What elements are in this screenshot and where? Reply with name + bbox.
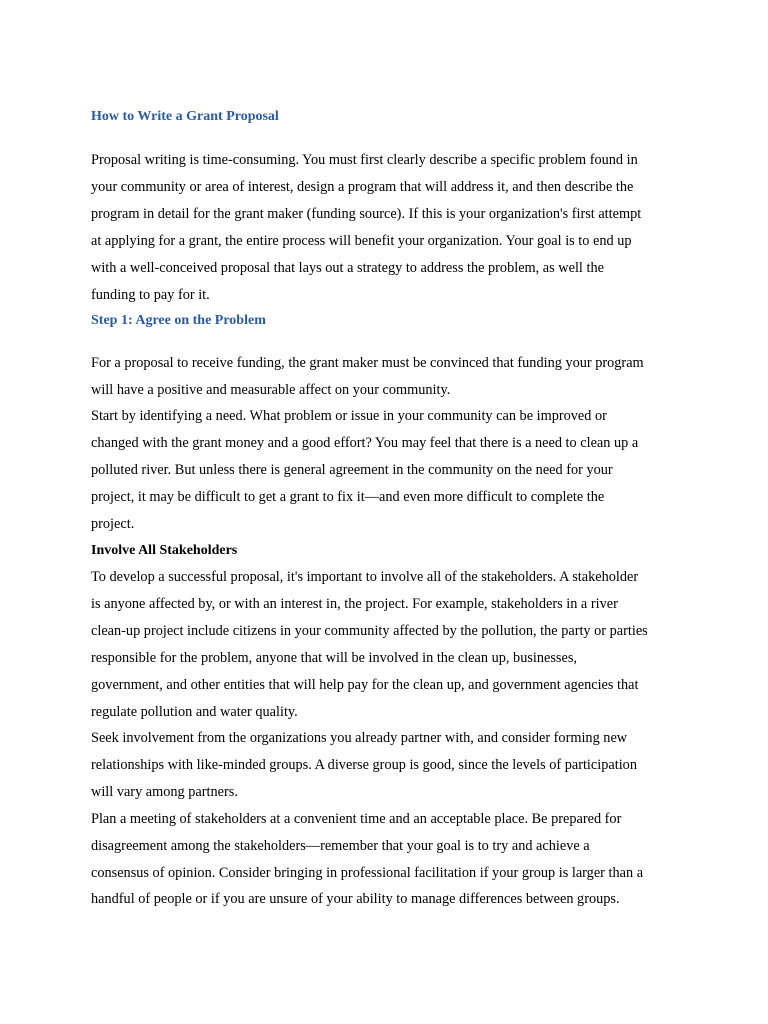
stakeholders-line: consensus of opinion. Consider bringing in professional facilitation if your group is larger than a — [91, 865, 644, 881]
intro-line: funding to pay for it. — [91, 287, 210, 303]
document-title: How to Write a Grant Proposal — [91, 109, 279, 124]
step1-line: Start by identifying a need. What problem or issue in your community can be improved or — [91, 408, 607, 424]
step1-line: changed with the grant money and a good effort? You may feel that there is a need to clean up a — [91, 435, 639, 451]
stakeholders-heading: Involve All Stakeholders — [91, 543, 238, 558]
stakeholders-line: To develop a successful proposal, it's important to involve all of the stakeholders. A stakeholder — [91, 569, 639, 585]
stakeholders-line: will vary among partners. — [91, 784, 238, 800]
stakeholders-line: is anyone affected by, or with an interest in, the project. For example, stakeholders in a river — [91, 596, 618, 612]
intro-line: program in detail for the grant maker (funding source). If this is your organization's first attempt — [91, 206, 642, 222]
stakeholders-line: handful of people or if you are unsure of your ability to manage differences between groups. — [91, 891, 620, 907]
intro-line: with a well-conceived proposal that lays out a strategy to address the problem, as well the — [91, 260, 604, 276]
step1-line: project. — [91, 516, 135, 532]
stakeholders-line: relationships with like-minded groups. A diverse group is good, since the levels of participation — [91, 757, 637, 773]
intro-line: Proposal writing is time-consuming. You must first clearly describe a specific problem found in — [91, 152, 638, 168]
stakeholders-line: clean-up project include citizens in your community affected by the pollution, the party or parties — [91, 623, 648, 639]
step1-line: For a proposal to receive funding, the grant maker must be convinced that funding your program — [91, 355, 644, 371]
stakeholders-line: government, and other entities that will help pay for the clean up, and government agencies that — [91, 677, 639, 693]
step1-heading: Step 1: Agree on the Problem — [91, 313, 266, 328]
step1-line: will have a positive and measurable affect on your community. — [91, 382, 451, 398]
stakeholders-line: regulate pollution and water quality. — [91, 704, 298, 720]
intro-line: at applying for a grant, the entire process will benefit your organization. Your goal is to end up — [91, 233, 632, 249]
stakeholders-line: Plan a meeting of stakeholders at a convenient time and an acceptable place. Be prepared for — [91, 811, 622, 827]
stakeholders-line: responsible for the problem, anyone that will be involved in the clean up, businesses, — [91, 650, 577, 666]
step1-line: polluted river. But unless there is general agreement in the community on the need for your — [91, 462, 613, 478]
stakeholders-line: Seek involvement from the organizations you already partner with, and consider forming new — [91, 730, 628, 746]
stakeholders-line: disagreement among the stakeholders—remember that your goal is to try and achieve a — [91, 838, 590, 854]
step1-line: project, it may be difficult to get a grant to fix it—and even more difficult to complete the — [91, 489, 605, 505]
intro-line: your community or area of interest, design a program that will address it, and then describe the — [91, 179, 634, 195]
